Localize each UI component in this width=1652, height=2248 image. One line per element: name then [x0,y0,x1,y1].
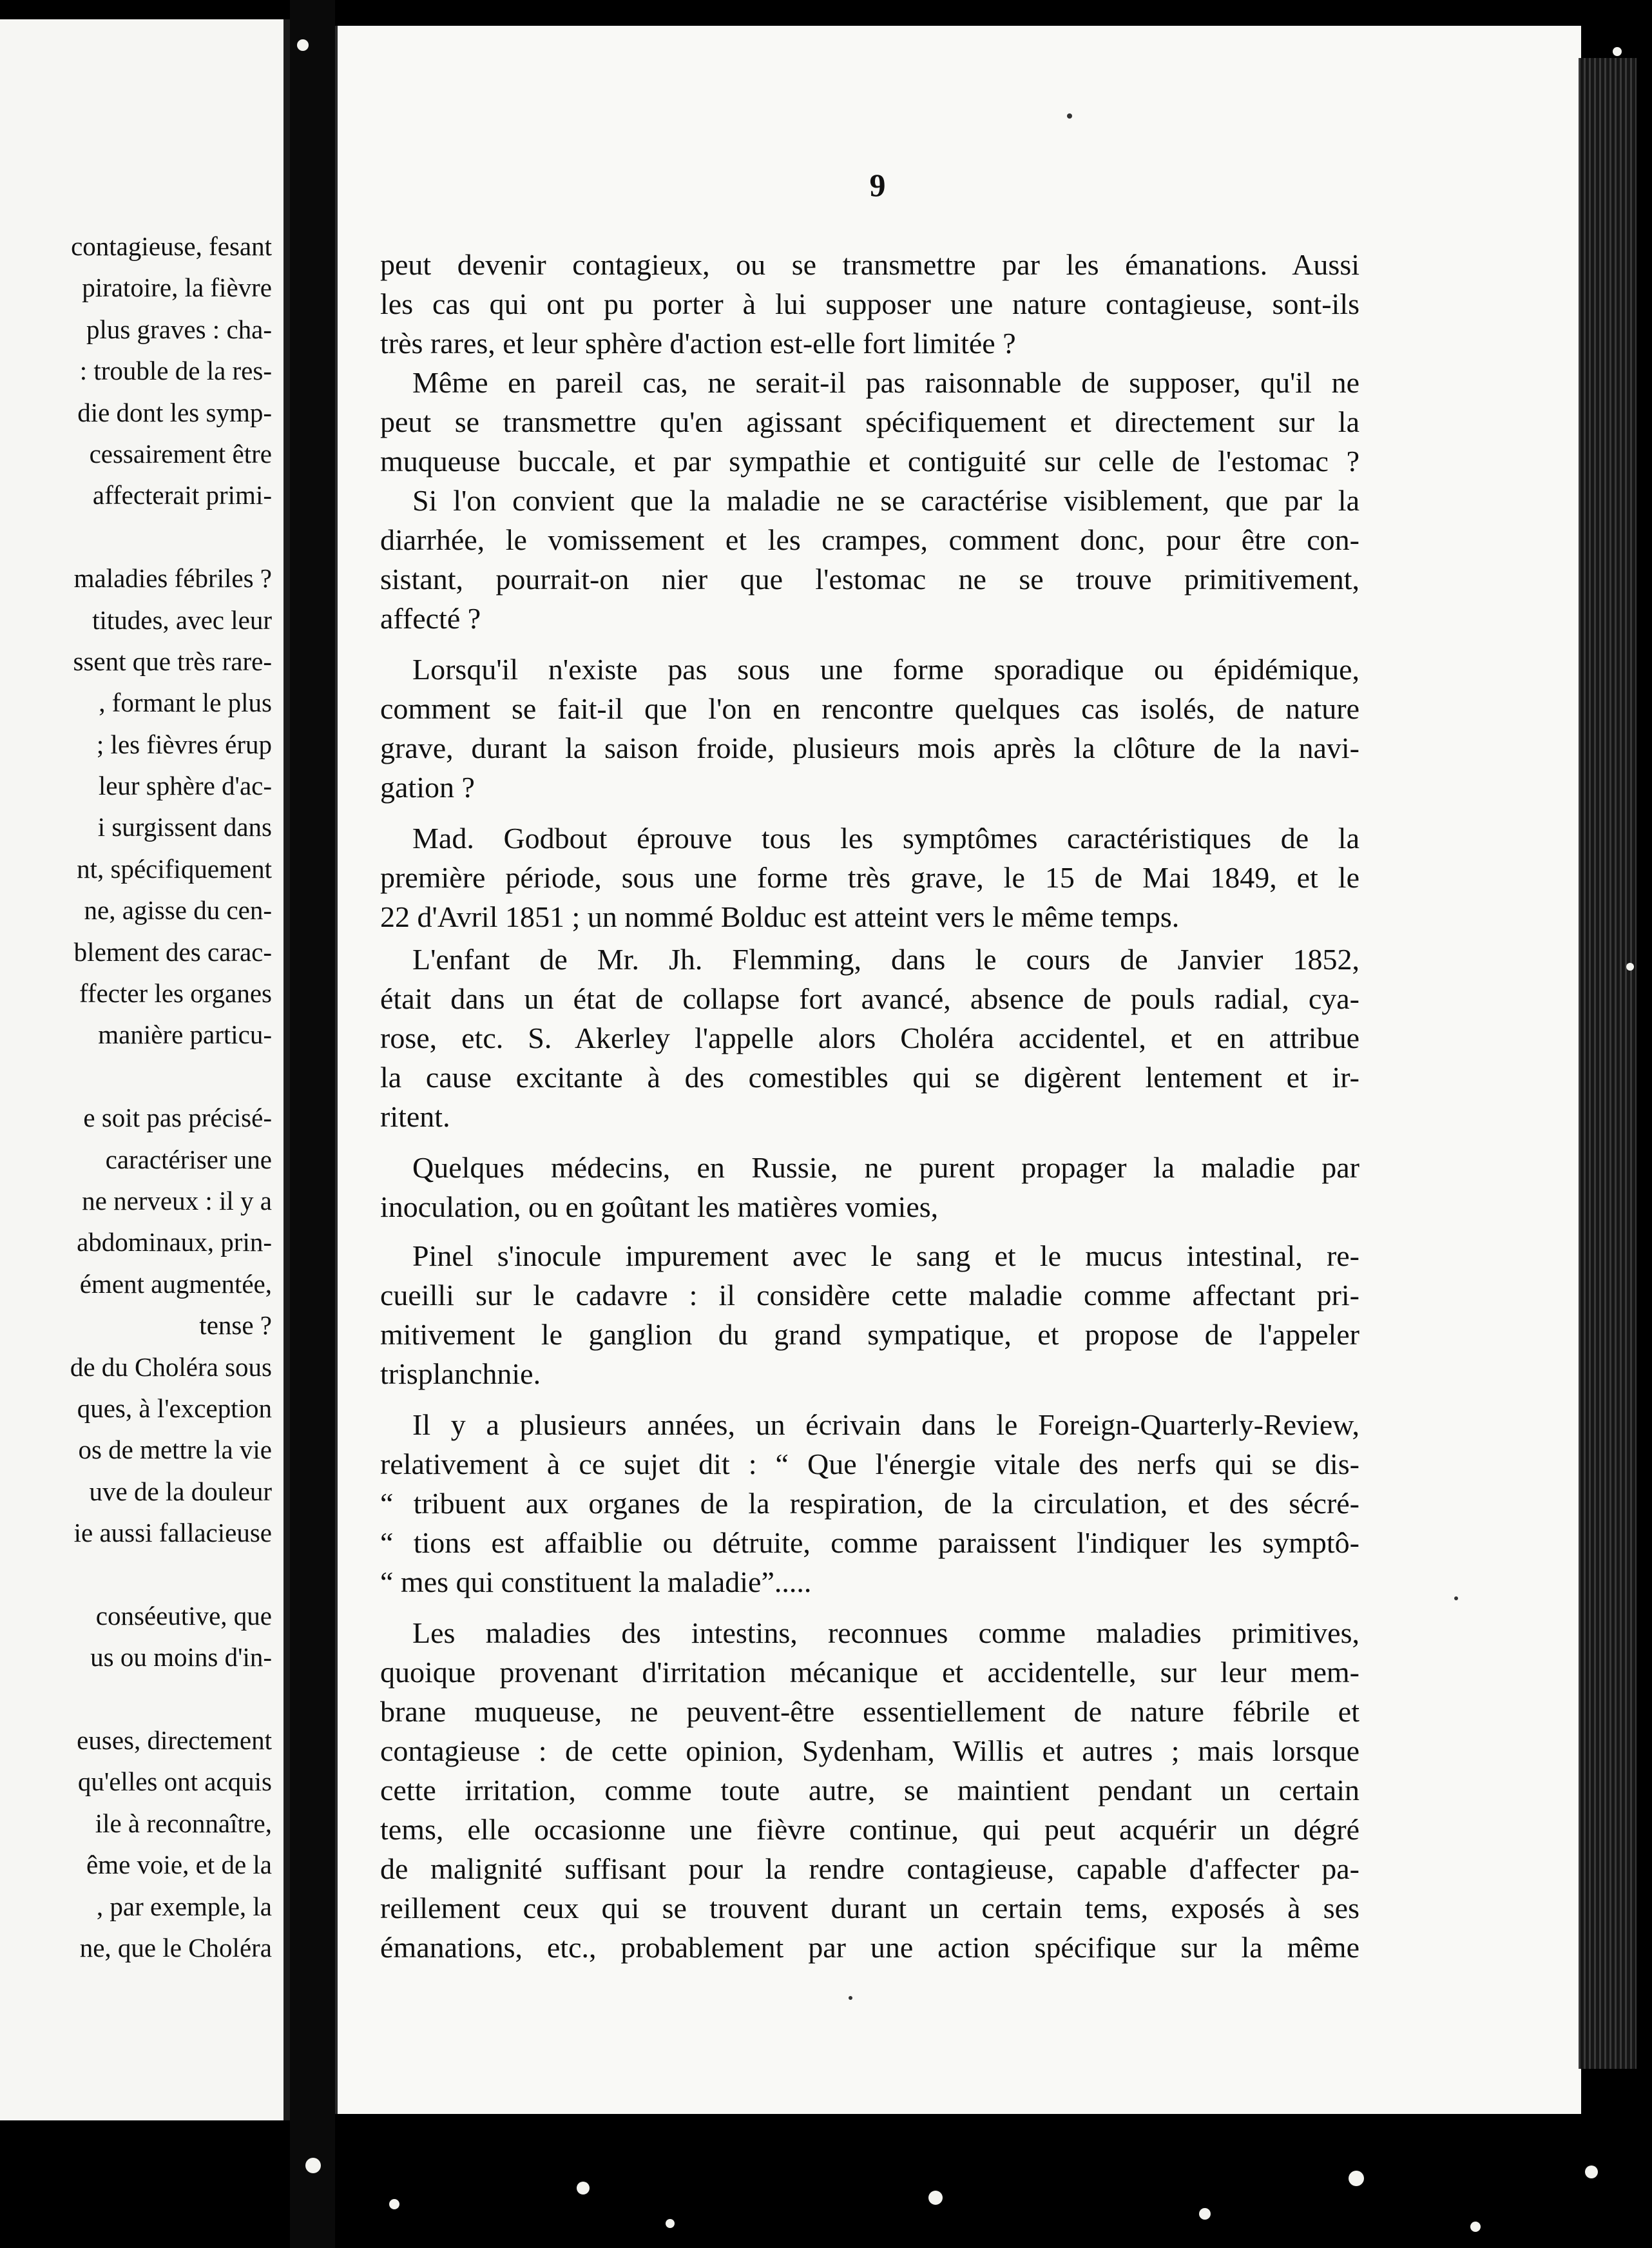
text-line: ; les fièvres érup [96,729,272,759]
text-line: , formant le plus [99,688,272,718]
text-line: us ou moins d'in- [90,1642,272,1672]
text-line: Lorsqu'il n'existe pas sous une forme sporadique ou épidémique, [412,653,1359,686]
text-line: sistant, pourrait-on nier que l'estomac ne se trouve primitivement, [380,563,1359,596]
text-line: brane muqueuse, ne peuvent-être essentiellement de nature fébrile et [380,1695,1359,1728]
text-line: Si l'on convient que la maladie ne se caractérise visiblement, que par la [412,484,1359,517]
text-line: mitivement le ganglion du grand sympatique, et propose de l'appeler [380,1318,1359,1351]
text-line: affecterait primi- [92,480,272,510]
text-line: manière particu- [98,1020,272,1050]
text-line: Il y a plusieurs années, un écrivain dans le Foreign-Quarterly-Review, [412,1408,1359,1441]
text-line: ffecter les organes [79,978,272,1009]
text-line: maladies fébriles ? [73,563,272,594]
text-line: piratoire, la fièvre [82,273,272,303]
text-line: i surgissent dans [97,812,272,842]
text-line: blement des carac- [73,936,272,967]
text-line: ie aussi fallacieuse [73,1518,272,1548]
text-line: uve de la douleur [89,1476,272,1506]
text-line: les cas qui ont pu porter à lui supposer une nature contagieuse, sont-ils [380,287,1359,320]
text-line: ne, agisse du cen- [84,895,272,925]
text-line: tense ? [199,1310,272,1341]
text-line: ne nerveux : il y a [82,1185,272,1216]
text-line: de malignité suffisant pour la rendre contagieuse, capable d'affecter pa- [380,1852,1359,1885]
text-line: contagieuse : de cette opinion, Sydenham, Willis et autres ; mais lorsque [380,1734,1359,1767]
text-line: première période, sous une forme très grave, le 15 de Mai 1849, et le [380,861,1359,894]
text-line: émanations, etc., probablement par une action spécifique sur la même [380,1931,1359,1964]
text-line: titudes, avec leur [92,605,272,635]
text-line: Quelques médecins, en Russie, ne purent propager la maladie par [412,1151,1359,1184]
text-line: affecté ? [380,602,481,635]
text-line: contagieuse, fesant [71,231,272,261]
text-line: L'enfant de Mr. Jh. Flemming, dans le cours de Janvier 1852, [412,943,1359,976]
text-line: die dont les symp- [77,397,272,427]
text-line: 22 d'Avril 1851 ; un nommé Bolduc est atteint vers le même temps. [380,900,1180,933]
text-line: comment se fait-il que l'on en rencontre quelques cas isolés, de nature [380,692,1359,725]
text-line: ques, à l'exception [77,1393,272,1423]
text-line: de du Choléra sous [70,1352,272,1382]
text-line: inoculation, ou en goûtant les matières vomies, [380,1190,939,1223]
text-line: muqueuse buccale, et par sympathie et contiguité sur celle de l'estomac ? [380,445,1359,478]
text-line: ritent. [380,1100,450,1133]
text-line: Même en pareil cas, ne serait-il pas raisonnable de supposer, qu'il ne [412,366,1359,399]
text-line: Pinel s'inocule impurement avec le sang et le mucus intestinal, re- [412,1239,1359,1272]
text-line: : trouble de la res- [79,356,272,386]
text-line: , par exemple, la [96,1891,272,1921]
text-line: relativement à ce sujet dit : “ Que l'énergie vitale des nerfs qui se dis- [380,1448,1359,1480]
text-line: leur sphère d'ac- [98,771,272,801]
text-line: quoique provenant d'irritation mécanique et accidentelle, sur leur mem- [380,1656,1359,1689]
text-line: euses, directement [77,1725,272,1756]
text-line: diarrhée, le vomissement et les crampes, comment donc, pour être con- [380,523,1359,556]
text-line: ême voie, et de la [86,1850,272,1880]
text-line: cette irritation, comme toute autre, se maintient pendant un certain [380,1774,1359,1807]
text-line: nt, spécifiquement [77,853,272,884]
text-line: grave, durant la saison froide, plusieurs mois après la clôture de la navi- [380,732,1359,764]
text-line: peut se transmettre qu'en agissant spécifiquement et directement sur la [380,405,1359,438]
text-line: e soit pas précisé- [83,1103,272,1133]
text-line: gation ? [380,771,475,804]
text-line: “ mes qui constituent la maladie”..... [380,1565,812,1598]
text-line: ne, que le Choléra [79,1933,272,1963]
text-line: caractériser une [105,1144,272,1174]
text-line: était dans un état de collapse fort avancé, absence de pouls radial, cya- [380,982,1359,1015]
text-line: la cause excitante à des comestibles qui se digèrent lentement et ir- [380,1061,1359,1094]
text-line: “ tribuent aux organes de la respiration, de la circulation, et des sécré- [380,1487,1359,1520]
text-line: tems, elle occasionne une fièvre continue, qui peut acquérir un dégré [380,1813,1359,1846]
page-number: 9 [869,167,886,203]
text-line: ément augmentée, [79,1268,272,1299]
text-line: ile à reconnaître, [95,1808,272,1838]
text-line: conséeutive, que [95,1600,272,1631]
text-line: abdominaux, prin- [77,1227,272,1257]
text-line: cessairement être [89,438,272,469]
text-line: “ tions est affaiblie ou détruite, comme paraissent l'indiquer les symptô- [380,1526,1359,1559]
text-line: trisplanchnie. [380,1357,541,1390]
text-line: qu'elles ont acquis [77,1767,272,1797]
text-line: plus graves : cha- [86,314,272,344]
text-line: os de mettre la vie [78,1435,272,1465]
text-line: rose, etc. S. Akerley l'appelle alors Choléra accidentel, et en attribue [380,1022,1359,1054]
text-line: très rares, et leur sphère d'action est-elle fort limitée ? [380,327,1016,360]
text-line: Les maladies des intestins, reconnues comme maladies primitives, [412,1616,1359,1649]
text-line: ssent que très rare- [73,646,272,676]
text-line: reillement ceux qui se trouvent durant un certain tems, exposés à ses [380,1892,1359,1924]
text-line: Mad. Godbout éprouve tous les symptômes caractéristiques de la [412,822,1359,855]
text-line: peut devenir contagieux, ou se transmettre par les émanations. Aussi [380,248,1359,281]
text-line: cueilli sur le cadavre : il considère cette maladie comme affectant pri- [380,1279,1359,1312]
